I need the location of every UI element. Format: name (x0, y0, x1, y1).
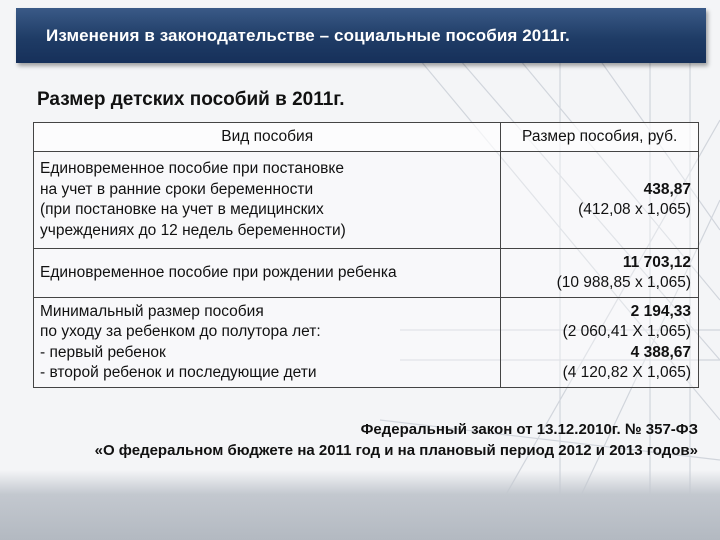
law-reference (95, 419, 698, 461)
benefit-type-line: по уходу за ребенком до полутора лет: (40, 323, 321, 340)
benefit-amount: 2 194,33 (630, 302, 691, 320)
benefit-type-line: - первый ребенок (40, 343, 166, 361)
table-header-row (34, 123, 699, 152)
table-heading: Размер детских пособий в 2011г. (37, 89, 345, 110)
table-row (34, 298, 699, 388)
table-row (34, 249, 699, 298)
benefit-amount-cell (501, 152, 699, 249)
benefit-type-cell (34, 249, 501, 298)
header-benefit-amount: Размер пособия, руб. (501, 123, 699, 152)
benefit-type-line: Единовременное пособие при рождении ребенка (40, 263, 397, 281)
table-row (34, 152, 699, 249)
title-bar (16, 8, 706, 63)
benefit-amount-cell (501, 249, 699, 298)
benefits-table (33, 122, 699, 388)
benefit-amount-cell (501, 298, 699, 388)
benefit-type-line: (при постановке на учет в медицинских (40, 201, 324, 218)
law-reference-line2: «О федеральном бюджете на 2011 год и на плановый период 2012 и 2013 годов» (94, 442, 698, 459)
benefit-type-line: Минимальный размер пособия (40, 302, 264, 320)
benefit-amount: 438,87 (643, 180, 691, 198)
benefit-type-line: учреждениях до 12 недель беременности) (40, 221, 346, 239)
benefit-amount: 4 388,67 (630, 343, 691, 361)
slide-title: Изменения в законодательстве – социальные пособия 2011г. (46, 26, 570, 45)
benefit-amount: 11 703,12 (622, 253, 691, 271)
benefit-amount-formula: (2 060,41 Х 1,065) (562, 323, 691, 340)
benefit-type-line: Единовременное пособие при постановке (40, 160, 344, 177)
law-reference-line1: Федеральный закон от 13.12.2010г. № 357-ФЗ (360, 421, 698, 438)
benefit-type-cell (34, 298, 501, 388)
benefit-amount-formula: (10 988,85 х 1,065) (556, 274, 691, 291)
benefit-amount-formula: (412,08 х 1,065) (578, 201, 691, 218)
bottom-band (0, 470, 720, 540)
benefit-type-line: - второй ребенок и последующие дети (40, 364, 317, 381)
header-benefit-type: Вид пособия (34, 123, 501, 152)
benefit-amount-formula: (4 120,82 Х 1,065) (562, 364, 691, 381)
benefit-type-line: на учет в ранние сроки беременности (40, 180, 314, 198)
benefit-type-cell (34, 152, 501, 249)
